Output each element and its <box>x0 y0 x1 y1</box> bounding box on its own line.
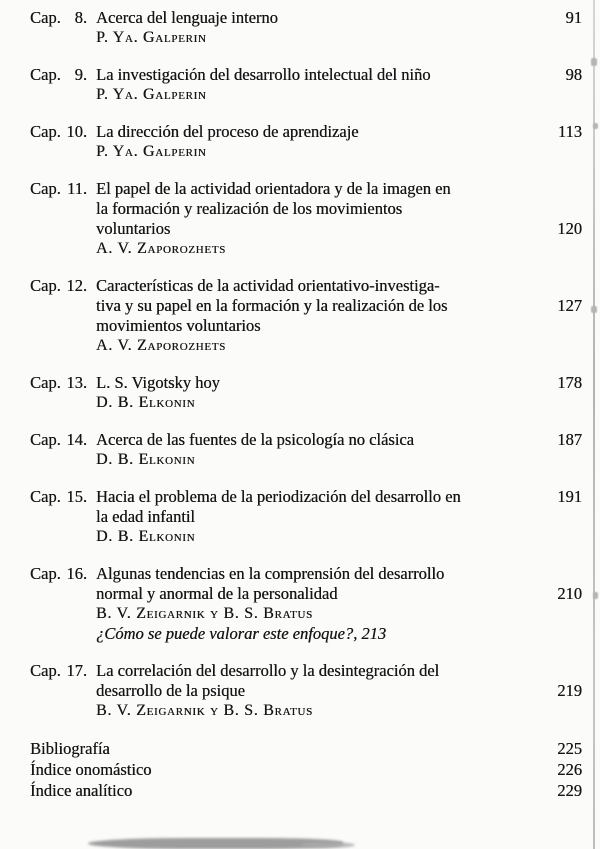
title-text: desarrollo de la psique <box>96 681 245 700</box>
chapter-column <box>30 8 96 28</box>
chapter-column <box>30 661 96 681</box>
title-text: Acerca de las fuentes de la psicología no clásica <box>96 430 414 449</box>
title-text: la formación y realización de los movimientos <box>96 199 403 218</box>
chapter-label: Cap. <box>30 179 61 198</box>
scan-artifact-smudge <box>591 58 597 66</box>
author-name: D. B. Elkonin <box>96 528 196 545</box>
back-matter-title: Bibliografía <box>30 739 110 758</box>
title-text: normal y anormal de la personalidad <box>96 584 338 603</box>
chapter-column <box>30 179 96 199</box>
toc-line <box>30 85 582 105</box>
chapter-number: 17. <box>66 661 87 680</box>
back-matter-entry <box>30 780 582 801</box>
toc-entry <box>30 564 582 644</box>
back-matter-entry <box>30 759 582 780</box>
chapter-column <box>30 276 96 296</box>
toc-line <box>30 661 582 681</box>
toc-line <box>30 65 582 85</box>
author-name: B. V. Zeigarnik y B. S. Bratus <box>96 702 313 719</box>
toc-entry <box>30 430 582 470</box>
back-matter-title: Índice analítico <box>30 781 133 800</box>
toc-line <box>30 179 582 199</box>
chapter-column <box>30 65 96 85</box>
chapter-number: 14. <box>66 430 87 449</box>
toc-line <box>30 527 582 547</box>
page-number: 98 <box>565 65 582 84</box>
chapter-number: 10. <box>66 122 87 141</box>
scan-artifact-smudge <box>593 123 598 129</box>
chapter-label: Cap. <box>30 276 61 295</box>
page-number: 229 <box>557 781 582 800</box>
chapter-label: Cap. <box>30 564 61 583</box>
scan-artifact-smudge <box>591 306 597 313</box>
chapter-column <box>30 430 96 450</box>
title-text: Acerca del lenguaje interno <box>96 8 278 27</box>
toc-line <box>30 336 582 356</box>
title-text: movimientos voluntarios <box>96 316 261 335</box>
title-text: Características de la actividad orientativo-investiga- <box>96 276 440 295</box>
toc-entry <box>30 487 582 547</box>
chapter-label: Cap. <box>30 65 61 84</box>
toc-entry <box>30 373 582 413</box>
toc-line <box>30 450 582 470</box>
page-number: 226 <box>557 760 582 779</box>
toc-line <box>30 393 582 413</box>
page-number: 191 <box>557 487 582 506</box>
page-number: 113 <box>557 122 582 141</box>
title-text: La dirección del proceso de aprendizaje <box>96 122 359 141</box>
chapter-column <box>30 122 96 142</box>
chapter-column <box>30 487 96 507</box>
chapter-number: 8. <box>74 8 87 27</box>
author-name: P. Ya. Galperin <box>96 143 207 160</box>
toc-entry <box>30 65 582 105</box>
title-text: La correlación del desarrollo y la desintegración del <box>96 661 440 680</box>
title-text: la edad infantil <box>96 507 195 526</box>
chapter-label: Cap. <box>30 487 61 506</box>
title-text: Hacia el problema de la periodización del desarrollo en <box>96 487 461 506</box>
chapter-label: Cap. <box>30 8 61 27</box>
toc-line <box>30 142 582 162</box>
scan-artifact-bottom-smudge <box>300 842 355 848</box>
page-number: 120 <box>557 219 582 238</box>
toc-line <box>30 8 582 28</box>
chapter-label: Cap. <box>30 661 61 680</box>
chapter-label: Cap. <box>30 373 61 392</box>
page-number: 187 <box>557 430 582 449</box>
back-matter-title: Índice onomástico <box>30 760 152 779</box>
title-text: El papel de la actividad orientadora y de la imagen en <box>96 179 451 198</box>
chapter-number: 15. <box>66 487 87 506</box>
page-number: 178 <box>557 373 582 392</box>
page-number: 219 <box>557 681 582 700</box>
toc-line <box>30 701 582 721</box>
author-name: B. V. Zeigarnik y B. S. Bratus <box>96 605 313 622</box>
subentry-note: ¿Cómo se puede valorar este enfoque?, 213 <box>96 624 387 643</box>
title-text: La investigación del desarrollo intelectual del niño <box>96 65 431 84</box>
author-name: P. Ya. Galperin <box>96 29 207 46</box>
toc-line <box>30 584 582 604</box>
toc-line <box>30 276 582 296</box>
chapter-number: 12. <box>66 276 87 295</box>
page-number: 210 <box>557 584 582 603</box>
back-matter-entry <box>30 738 582 759</box>
chapter-label: Cap. <box>30 430 61 449</box>
toc-line <box>30 507 582 527</box>
back-matter <box>30 738 582 801</box>
chapter-number: 11. <box>66 179 87 198</box>
chapter-column <box>30 564 96 584</box>
toc-entry <box>30 661 582 721</box>
scan-artifact-smudge <box>593 592 598 599</box>
toc-line <box>30 681 582 701</box>
toc-line <box>30 604 582 624</box>
toc-entry <box>30 122 582 162</box>
title-text: L. S. Vigotsky hoy <box>96 373 220 392</box>
page-number: 127 <box>557 296 582 315</box>
toc-line <box>30 122 582 142</box>
page-number: 225 <box>557 739 582 758</box>
chapter-number: 13. <box>66 373 87 392</box>
toc-line <box>30 199 582 219</box>
title-text: tiva y su papel en la formación y la realización de los <box>96 296 448 315</box>
toc-line <box>30 430 582 450</box>
toc-line <box>30 239 582 259</box>
author-name: P. Ya. Galperin <box>96 86 207 103</box>
toc-entry <box>30 276 582 356</box>
author-name: A. V. Zaporozhets <box>96 337 226 354</box>
author-name: D. B. Elkonin <box>96 451 196 468</box>
toc-line <box>30 487 582 507</box>
toc-entry <box>30 179 582 259</box>
toc-line <box>30 219 582 239</box>
chapter-number: 16. <box>66 564 87 583</box>
chapter-label: Cap. <box>30 122 61 141</box>
toc-line <box>30 296 582 316</box>
page-number: 91 <box>565 8 582 27</box>
toc-line <box>30 316 582 336</box>
author-name: A. V. Zaporozhets <box>96 240 226 257</box>
table-of-contents <box>30 8 582 801</box>
toc-line <box>30 373 582 393</box>
toc-line <box>30 28 582 48</box>
toc-line <box>30 624 582 644</box>
title-text: voluntarios <box>96 219 171 238</box>
chapter-number: 9. <box>74 65 87 84</box>
chapter-column <box>30 373 96 393</box>
toc-line <box>30 564 582 584</box>
title-text: Algunas tendencias en la comprensión del desarrollo <box>96 564 445 583</box>
author-name: D. B. Elkonin <box>96 394 196 411</box>
toc-entry <box>30 8 582 48</box>
